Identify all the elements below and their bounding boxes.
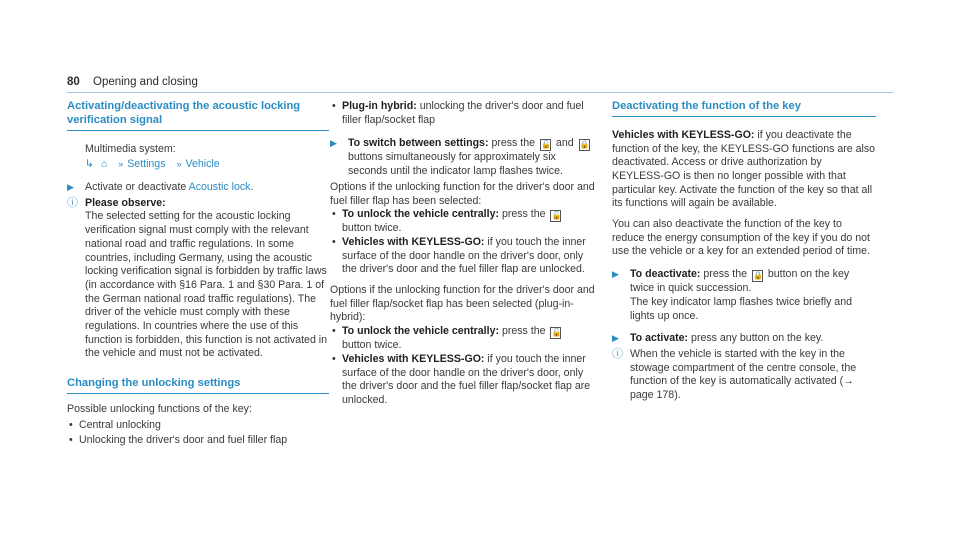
central-text-b: button twice. [342,339,402,352]
keyless-text: if you touch the inner surface of the door handle on the driver's door, only the driver's door and the fuel filler flap are unlocked. [342,235,586,276]
note-text: When the vehicle is started with the key in the stowage compartment of the centre console, the function of the key is automatically activated ( [630,347,857,388]
column-3 [612,100,876,403]
switch-label: To switch between settings: [348,137,489,150]
central-text-a: press the [501,208,546,221]
step-text: Activate or deactivate [85,181,187,193]
bullet-driver-door: • Unlocking the driver's door and fuel filler flap [67,434,329,448]
keyless-text: if you touch the inner surface of the door handle on the driver's door, only the driver's door and the fuel filler flap/socket flap are unlocked. [342,352,591,406]
step-activate [612,332,876,346]
chevron-right-icon: » [176,159,182,170]
keyless-paragraph [612,129,876,211]
keyless-label: Vehicles with KEYLESS-GO: [342,352,485,365]
step-end: . [250,181,254,193]
bullet-keyless-go [330,236,595,277]
switch-text-b: and [555,137,574,150]
path-hook-icon: ↳ [85,158,94,171]
note-key-activation [612,348,876,403]
energy-paragraph: You can also deactivate the function of the key to reduce the energy consumption of the key if you do not use the vehicle or a key for an extended period of time. [612,218,870,258]
keyless-label: Vehicles with KEYLESS-GO: [342,235,485,248]
heading-unlocking-settings: Changing the unlocking settings [67,377,241,390]
column-2 [330,100,595,408]
plugin-label: Plug-in hybrid: [342,100,417,112]
note-title: Please observe: [85,196,166,209]
unlock-button-icon: 🔓 [551,211,562,221]
deactivate-label: To deactivate: [630,268,701,281]
lock-button-icon: 🔒 [752,271,763,281]
arrow-right-icon: → [843,375,854,388]
info-icon: ⓘ [612,347,623,360]
step-switch-settings [330,137,595,178]
note-please-observe [67,197,329,361]
column-1 [67,100,329,448]
options-intro-2: Options if the unlocking function for the driver's door and fuel filler flap/socket flap has been selected (plug-in-hybrid): [330,284,595,324]
bullet-unlock-centrally [330,208,595,236]
deactivate-text-a: press the [703,268,747,281]
home-icon: ⌂ [100,158,108,171]
lock-button-icon: 🔒 [579,140,590,150]
path-vehicle: Vehicle [185,158,220,171]
unlocking-intro: Possible unlocking functions of the key: [67,402,252,415]
step-acoustic-lock [67,181,329,195]
activate-text: press any button on the key. [691,332,824,345]
keyless-text: if you deactivate the function of the key, the KEYLESS-GO functions are also deactivated. Access or drive authorization by KEYLESS-GO is then no longer possible with that particular key. Activate the function of the key so that all its functions will again be available. [612,128,876,210]
section-title: Opening and closing [93,76,198,88]
header-rule [67,92,893,93]
bullet-keyless-go [330,353,595,408]
deactivate-result: The key indicator lamp flashes twice briefly and lights up once. [630,295,852,322]
note-end: ). [674,389,681,402]
central-label: To unlock the vehicle centrally: [342,325,499,338]
options-intro-1: Options if the unlocking function for the driver's door and fuel filler flap has been selected: [330,180,595,207]
unlock-button-icon: 🔓 [540,140,551,150]
bullet-plug-in-hybrid [330,100,595,127]
chevron-right-icon: » [118,159,124,170]
bullet-unlock-centrally [330,325,595,353]
multimedia-label: Multimedia system: [85,142,176,155]
page-number: 80 [67,76,80,88]
menu-path [67,158,329,172]
unlock-button-icon: 🔓 [551,328,562,338]
switch-text-a: press the [491,137,536,150]
step-arrow-icon: ▶ [612,333,619,344]
heading-acoustic-locking: Activating/deactivating the acoustic locking verification signal [67,100,301,126]
deactivate-text-b: button on the key twice in quick succession. [630,268,850,295]
bullet-central-unlocking: • Central unlocking [67,419,329,433]
note-body: The selected setting for the acoustic locking verification signal must comply with the relevant national road and traffic regulations. In some countries, including Germany, using the acoustic locking verification signal is forbidden by traffic laws (in accordance with §16 Para. 1 and §30 Para. 1 of the German national road traffic regulations). The driver of the vehicle must comply with these regulations. In countries where the use of this function is forbidden, this function is not activated in the vehicle and must not be activated. [85,210,328,360]
page-header [67,76,198,90]
heading-deactivate-key: Deactivating the function of the key [612,100,801,112]
central-label: To unlock the vehicle centrally: [342,208,499,221]
plugin-text: unlocking the driver's door and fuel filler flap/socket flap [342,100,584,126]
switch-text-c: buttons simultaneously for approximately six seconds until the indicator lamp flashes twice. [348,151,563,178]
step-arrow-icon: ▶ [67,182,74,192]
path-settings: Settings [127,158,166,171]
activate-label: To activate: [630,332,689,345]
central-text-b: button twice. [342,222,402,235]
central-text-a: press the [501,325,546,338]
step-arrow-icon: ▶ [330,138,337,149]
step-deactivate [612,268,876,323]
keyless-label: Vehicles with KEYLESS-GO: [612,128,755,141]
acoustic-lock-link: Acoustic lock [188,181,251,193]
info-icon: ⓘ [67,196,78,209]
step-arrow-icon: ▶ [612,269,619,280]
page-reference: page 178 [630,389,675,402]
